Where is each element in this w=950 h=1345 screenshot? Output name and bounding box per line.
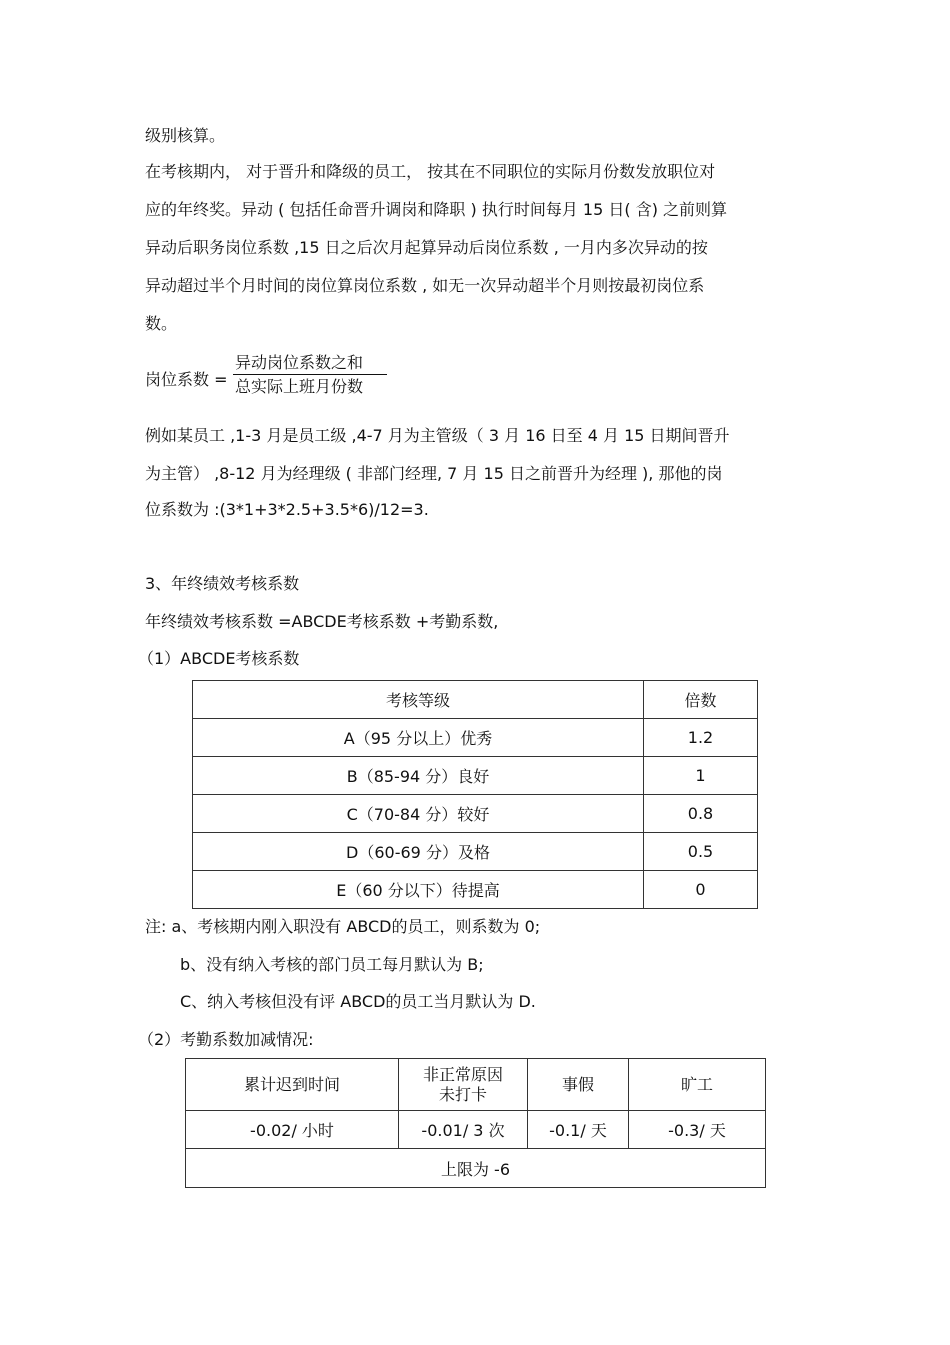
table-header-row bbox=[193, 681, 758, 719]
header-line: 非正常原因 bbox=[422, 1064, 503, 1084]
header-cell: 考核等级 bbox=[193, 681, 644, 719]
section-heading: 3、年终绩效考核系数 bbox=[145, 574, 300, 593]
paragraph-line: 应的年终奖。异动 ( 包括任命晋升调岗和降职 ) 执行时间每月 15 日( 含) 之前则算 bbox=[145, 200, 728, 219]
grade-cell: C（70-84 分）较好 bbox=[193, 795, 644, 833]
note-line: b、没有纳入考核的部门员工每月默认为 B; bbox=[180, 955, 484, 974]
formula-numerator: 异动岗位系数之和 bbox=[235, 353, 364, 372]
table-row bbox=[193, 795, 758, 833]
grade-coefficient-table bbox=[192, 680, 758, 909]
header-cell: 事假 bbox=[528, 1059, 629, 1111]
multiplier-cell: 1.2 bbox=[644, 719, 758, 757]
header-cell: 倍数 bbox=[644, 681, 758, 719]
example-line: 位系数为 :(3*1+3*2.5+3.5*6)/12=3. bbox=[145, 500, 429, 519]
paragraph-line: 数。 bbox=[145, 314, 178, 333]
header-cell bbox=[399, 1059, 528, 1111]
table-row bbox=[186, 1149, 766, 1188]
value-cell: -0.1/ 天 bbox=[528, 1111, 629, 1149]
grade-cell: E（60 分以下）待提高 bbox=[193, 871, 644, 909]
section-formula: 年终绩效考核系数 =ABCDE考核系数 +考勤系数, bbox=[145, 612, 499, 631]
table-header-row bbox=[186, 1059, 766, 1111]
paragraph-line: 异动后职务岗位系数 ,15 日之后次月起算异动后岗位系数 , 一月内多次异动的按 bbox=[145, 238, 708, 257]
table-row bbox=[186, 1111, 766, 1149]
attendance-coefficient-table bbox=[185, 1058, 766, 1188]
formula-denominator: 总实际上班月份数 bbox=[235, 377, 364, 396]
table-row bbox=[193, 757, 758, 795]
table-row bbox=[193, 719, 758, 757]
note-line: C、纳入考核但没有评 ABCD的员工当月默认为 D. bbox=[180, 992, 536, 1011]
multiplier-cell: 1 bbox=[644, 757, 758, 795]
value-cell: -0.01/ 3 次 bbox=[399, 1111, 528, 1149]
limit-cell: 上限为 -6 bbox=[186, 1149, 766, 1188]
grade-cell: A（95 分以上）优秀 bbox=[193, 719, 644, 757]
note-line: 注: a、考核期内刚入职没有 ABCD的员工，则系数为 0; bbox=[145, 917, 541, 936]
multiplier-cell: 0.5 bbox=[644, 833, 758, 871]
grade-cell: B（85-94 分）良好 bbox=[193, 757, 644, 795]
subsection-heading: （1）ABCDE考核系数 bbox=[138, 649, 300, 668]
example-line: 为主管） ,8-12 月为经理级 ( 非部门经理, 7 月 15 日之前晋升为经理 ), 那他的岗 bbox=[145, 464, 723, 483]
table-row bbox=[193, 871, 758, 909]
paragraph-line: 在考核期内， 对于晋升和降级的员工， 按其在不同职位的实际月份数发放职位对 bbox=[145, 162, 716, 181]
example-line: 例如某员工 ,1-3 月是员工级 ,4-7 月为主管级（ 3 月 16 日至 4 月 15 日期间晋升 bbox=[145, 426, 730, 445]
table-row bbox=[193, 833, 758, 871]
header-cell: 累计迟到时间 bbox=[186, 1059, 399, 1111]
multiplier-cell: 0 bbox=[644, 871, 758, 909]
multiplier-cell: 0.8 bbox=[644, 795, 758, 833]
paragraph-line: 异动超过半个月时间的岗位算岗位系数 , 如无一次异动超半个月则按最初岗位系 bbox=[145, 276, 705, 295]
formula-lhs: 岗位系数 = bbox=[145, 370, 228, 389]
subsection-heading: （2）考勤系数加减情况: bbox=[138, 1030, 314, 1049]
paragraph-line: 级别核算。 bbox=[145, 126, 226, 145]
value-cell: -0.02/ 小时 bbox=[186, 1111, 399, 1149]
header-line: 未打卡 bbox=[438, 1084, 487, 1104]
grade-cell: D（60-69 分）及格 bbox=[193, 833, 644, 871]
value-cell: -0.3/ 天 bbox=[629, 1111, 766, 1149]
formula-fraction bbox=[233, 352, 387, 399]
header-cell: 旷工 bbox=[629, 1059, 766, 1111]
